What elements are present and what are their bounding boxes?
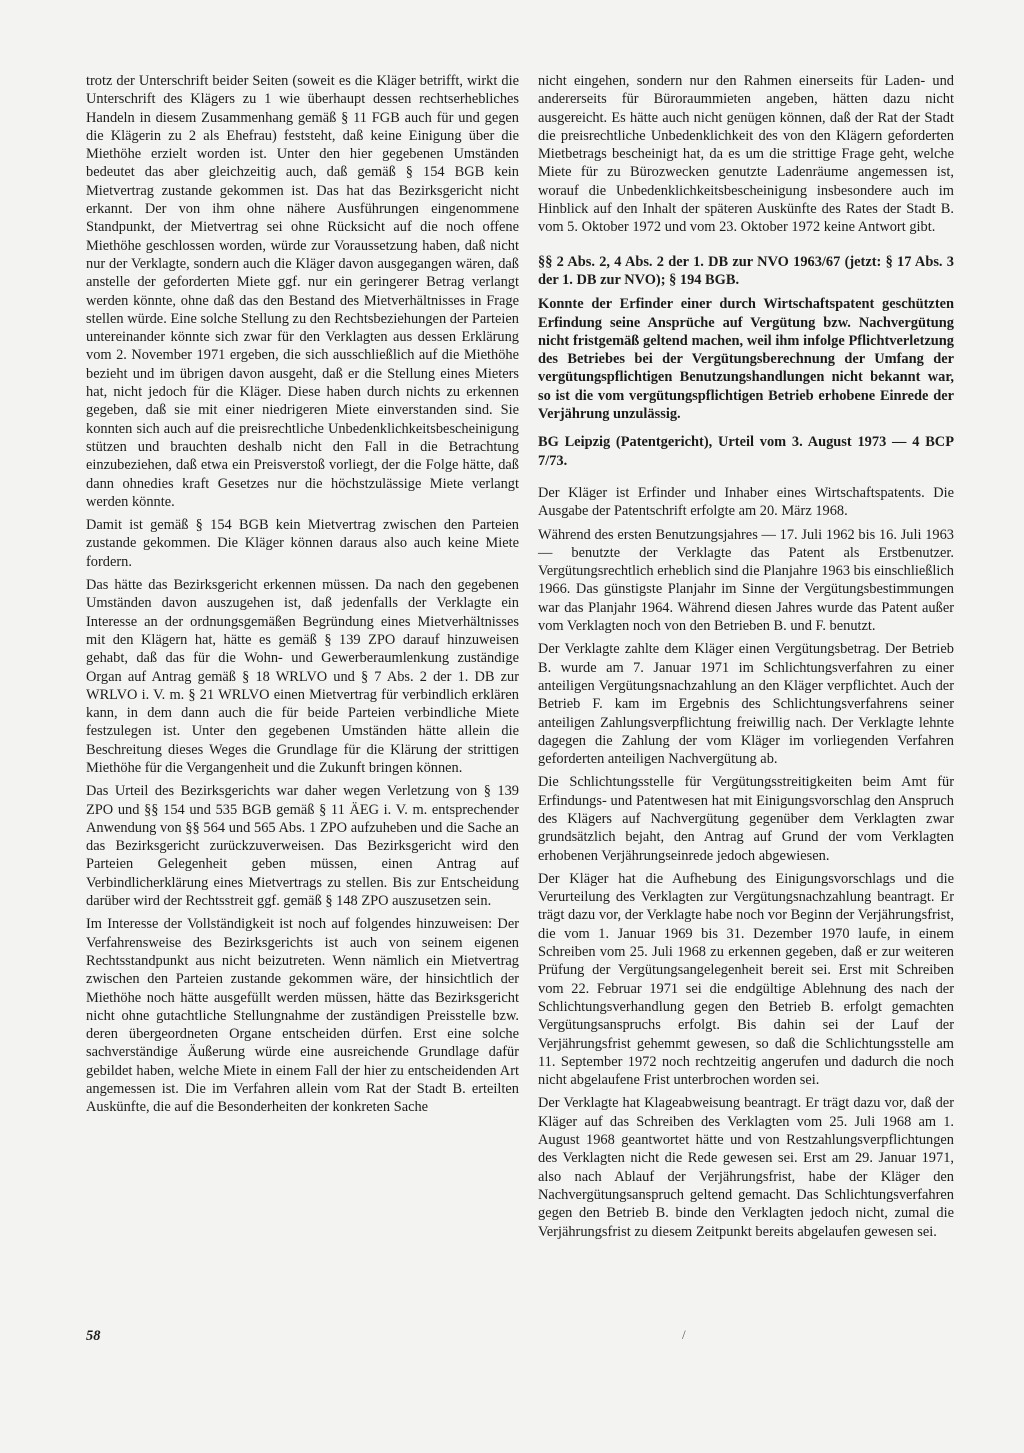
paragraph: nicht eingehen, sondern nur den Rahmen einerseits für Laden- und andererseits für Büroraummieten angeben, hätten dazu nicht ausgereicht. Es hätte auch nicht genügen können, daß der Rat der Stadt die preisrechtliche Unbedenklichkeit des von den Klägern geforderten Mietbetrags bescheinigt hat, da es um die strittige Frage geht, welche Miete für zu Bürozwecken genutzte Ladenräume angemessen ist, worauf die Unbedenklichkeitsbescheinigung insbesondere auch im Hinblick auf den Inhalt der späteren Auskünfte des Rates der Stadt B. vom 5. Oktober 1972 und vom 23. Oktober 1972 keine Antwort gibt. [538, 73, 954, 236]
margin-mark: / [682, 1327, 686, 1342]
court-reference: BG Leipzig (Patentgericht), Urteil vom 3. August 1973 — 4 BCP 7/73. [538, 434, 954, 469]
norm-reference: §§ 2 Abs. 2, 4 Abs. 2 der 1. DB zur NVO 1963/67 (jetzt: § 17 Abs. 3 der 1. DB zur NVO); § 194 BGB. [538, 253, 954, 288]
paragraph: Der Verklagte zahlte dem Kläger einen Vergütungsbetrag. Der Betrieb B. wurde am 7. Januar 1971 im Schlichtungsverfahren zu einer anteiligen Vergütungsnachzahlung an den Kläger verpflichtet. Auch der Betrieb F. kam im Ergebnis des Schlichtungsverfahrens seiner anteiligen Zahlungsverpflichtung freiwillig nach. Der Verklagte lehnte dagegen die Zahlung der vom Kläger im vorliegenden Verfahren geforderten anteiligen Nachvergütung ab. [538, 641, 954, 768]
paragraph: Das hätte das Bezirksgericht erkennen müssen. Da nach den gegebenen Umständen davon auszugehen ist, daß jedenfalls der Verklagte ein Interesse an der ordnungsgemäßen Begründung eines Mietverhältnisses mit den Klägern hat, hätte es gemäß § 139 ZPO darauf hinzuweisen gehabt, daß das für die Wohn- und Gewerberaumlenkung zuständige Organ auf Antrag gemäß § 18 WRLVO und § 7 Abs. 2 der 1. DB zur WRLVO i. V. m. § 21 WRLVO einen Mietvertrag für verbindlich erklären kann, in dem dann auch die für beide Parteien verbindliche Miete festzulegen ist. Unter den gegebenen Umständen hätte allein die Beschreitung dieses Weges die Grundlage für die Klärung der strittigen Miethöhe für die Vergangenheit und die Zukunft bringen können. [86, 577, 519, 776]
paragraph: Der Kläger ist Erfinder und Inhaber eines Wirtschaftspatents. Die Ausgabe der Patentschrift erfolgte am 20. März 1968. [538, 484, 954, 520]
paragraph: trotz der Unterschrift beider Seiten (soweit es die Kläger betrifft, wirkt die Unterschrift des Klägers zu 1 wie überhaupt dessen rechtserhebliches Handeln in diesem Zusammenhang gemäß § 11 FGB auch für und gegen die Klägerin zu 2 als Ehefrau) feststeht, daß keine Einigung über die Miethöhe erzielt worden ist. Unter den hier gegebenen Umständen bedeutet das aber gleichzeitig auch, daß gemäß § 154 BGB kein Mietvertrag zustande gekommen ist. Das hat das Bezirksgericht nicht erkannt. Der von ihm ohne nähere Ausführungen eingenommene Standpunkt, der Mietvertrag sei ohne Rücksicht auf die noch offene Miethöhe geschlossen worden, würde zur Voraussetzung haben, daß nicht nur der Verklagte, sondern auch die Kläger davon ausgegangen wären, daß anstelle der geforderten Miete ggf. nur ein geringerer Betrag verlangt werden könnte, ohne daß das den Bestand des Mietverhältnisses in Frage stellen würde. Eine solche Stellung zu den Rechtsbeziehungen der Parteien untereinander könnte sich zwar für den Verklagten aus dessen Erklärung vom 2. November 1971 ergeben, die sich ausschließlich auf die Miethöhe bezieht und im übrigen davon ausgeht, daß er die Stellung eines Mieters hat, nicht jedoch für die Kläger. Diese haben durch nichts zu erkennen gegeben, daß sie mit einer niedrigeren Miete einverstanden sind. Sie konnten sich auch auf die preisrechtliche Unbedenklichkeitsbescheinigung stützen und brauchten deshalb nicht den Fall in die Betrachtung einzubeziehen, daß etwa ein Preisverstoß vorliegt, der die Folge hätte, daß dann ohnedies kraft Gesetzes nur die höchstzulässige Miete verlangt werden könnte. [86, 73, 519, 510]
paragraph: Die Schlichtungsstelle für Vergütungsstreitigkeiten beim Amt für Erfindungs- und Patentwesen hat mit Einigungsvorschlag den Anspruch des Klägers auf Nachvergütung gegenüber dem Verklagten zwar grundsätzlich bejaht, den Antrag auf Grund der vom Verklagten erhobenen Verjährungseinrede jedoch abgewiesen. [538, 774, 954, 864]
paragraph: Damit ist gemäß § 154 BGB kein Mietvertrag zwischen den Parteien zustande gekommen. Die Kläger können daraus also auch keine Miete fordern. [86, 517, 519, 570]
paragraph: Das Urteil des Bezirksgerichts war daher wegen Verletzung von § 139 ZPO und §§ 154 und 535 BGB gemäß § 11 ÄEG i. V. m. entsprechender Anwendung von §§ 564 und 565 Abs. 1 ZPO aufzuheben und die Sache an das Bezirksgericht zurückzuverweisen. Das Bezirksgericht wird den Parteien Gelegenheit geben müssen, einen Antrag auf Verbindlicherklärung eines Mietvertrags zu stellen. Bis zur Entscheidung darüber wird der Rechtsstreit ggf. gemäß § 148 ZPO auszusetzen sein. [86, 783, 519, 910]
headnote: Konnte der Erfinder einer durch Wirtschaftspatent geschützten Erfindung seine Ansprüche auf Vergütung bzw. Nachvergütung nicht fristgemäß geltend machen, weil ihm infolge Pflichtverletzung des Betriebes bei der Vergütungsberechnung der Umfang der vergütungspflichtigen Benutzungshandlungen nicht bekannt war, so ist die vom vergütungspflichtigen Betrieb erhobene Einrede der Verjährung unzulässig. [538, 296, 954, 423]
paragraph: Der Kläger hat die Aufhebung des Einigungsvorschlags und die Verurteilung des Verklagten zur Vergütungsnachzahlung beantragt. Er trägt dazu vor, der Verklagte habe noch vor Beginn der Verjährungsfrist, die vom 1. Januar 1969 bis 31. Dezember 1970 laufe, in einem Schreiben vom 25. Juli 1968 zu erkennen gegeben, daß er zur weiteren Prüfung der Vergütungsangelegenheit bereit sei. Erst mit Schreiben vom 22. Februar 1971 sei die endgültige Ablehnung des nach der Schlichtungsverhandlung gegen den Betrieb B. erfolgt gemachten Vergütungsanspruchs erfolgt. Bis dahin sei der Lauf der Verjährungsfrist gehemmt gewesen, so daß die Schlichtungsstelle am 11. September 1972 noch rechtzeitig angerufen und dadurch die noch nicht abgelaufene Frist unterbrochen worden sei. [538, 870, 954, 1089]
paragraph: Während des ersten Benutzungsjahres — 17. Juli 1962 bis 16. Juli 1963 — benutzte der Verklagte das Patent als Erstbenutzer. Vergütungsrechtlich erheblich sind die Planjahre 1963 bis einschließlich 1966. Das günstigste Planjahr im Sinne der Vergütungsbestimmungen war das Planjahr 1964. Während diesen Jahres wurde das Patent außer vom Verklagten noch von den Betrieben B. und F. benutzt. [538, 526, 954, 635]
paragraph: Im Interesse der Vollständigkeit ist noch auf folgendes hinzuweisen: Der Verfahrensweise des Bezirksgerichts ist auch von seinem eigenen Rechtsstandpunkt aus nicht beizutreten. Wenn nämlich ein Mietvertrag zwischen den Parteien zustande gekommen wäre, der hinsichtlich der Miethöhe noch hätte ausgefüllt werden müssen, hätte das Bezirksgericht nicht ohne gutachtliche Stellungnahme der zuständigen Preisstelle bzw. deren übergeordneten Organe entscheiden dürfen. Erst eine solche sachverständige Äußerung würde eine ausreichende Grundlage dafür gebildet haben, welche Miete in einem Fall der hier zu entscheidenden Art angemessen ist. Die im Verfahren allein vom Rat der Stadt B. erteilten Auskünfte, die auf die Besonderheiten der konkreten Sache [86, 916, 519, 1116]
right-text-column [538, 72, 954, 1246]
paragraph: Der Verklagte hat Klageabweisung beantragt. Er trägt dazu vor, daß der Kläger auf das Schreiben des Verklagten vom 25. Juli 1968 am 1. August 1968 geantwortet hätte und von Restzahlungsverpflichtungen des Verklagten nicht die Rede gewesen sei. Erst am 29. Januar 1971, also nach Ablauf der Verjährungsfrist, habe der Kläger den Nachvergütungsanspruch geltend gemacht. Das Schlichtungsverfahren gegen den Betrieb B. binde den Verklagten jedoch nicht, zumal die Verjährungsfrist zu diesem Zeitpunkt bereits abgelaufen gewesen sei. [538, 1095, 954, 1240]
left-text-column [86, 72, 519, 1122]
page-number: 58 [86, 1328, 101, 1344]
